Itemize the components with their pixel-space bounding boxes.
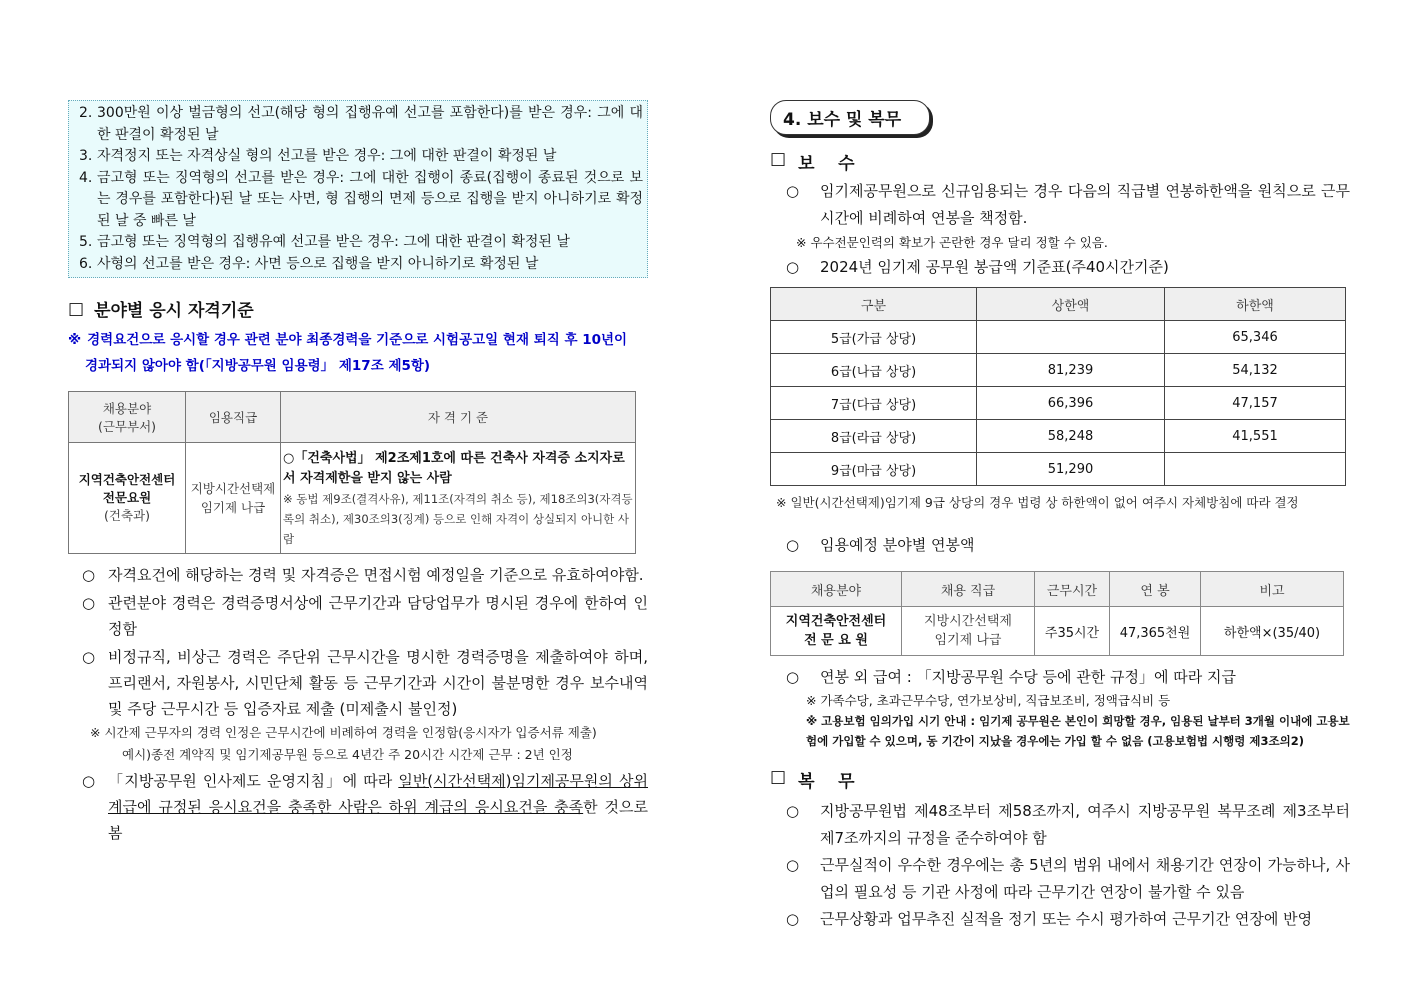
list-item: ○ 「지방공무원 인사제도 운영지침」에 따라 일반(시간선택제)임기제공무원의 상위 계급에 규정된 응시요건을 충족한 사람은 하위 계급의 응시요건을 충족한 것으로 봄 [68,768,648,846]
circle-icon: ○ [786,802,800,820]
pay-note: ※ 우수전문인력의 확보가 곤란한 경우 달리 정할 수 있음. [796,235,1108,250]
circle-icon: ○ [786,856,800,874]
list-item: ○ 지방공무원법 제48조부터 제58조까지, 여주시 지방공무원 복무조례 제3조부터 제7조까지의 규정을 준수하여야 함 [770,798,1350,852]
list-item: ○ 자격요건에 해당하는 경력 및 자격증은 면접시험 예정일을 기준으로 유효하여야함. [68,562,648,588]
table-row: 5급(가급 상당) 65,346 [771,321,1346,354]
list-item: ○ 2024년 임기제 공무원 봉급액 기준표(주40시간기준) [770,254,1350,281]
square-icon: □ [770,149,787,169]
column-header: 근무시간 [1035,572,1110,607]
table-header-row [771,572,1344,607]
column-header: 구분 [771,288,977,321]
column-header: 채용 직급 [902,572,1035,607]
list-item: 2. 300만원 이상 벌금형의 선고(해당 형의 집행유예 선고를 포함한다)를 받은 경우: 그에 대한 판결이 확정된 날 [79,105,643,143]
column-header: 채용분야 (근무부서) [69,392,186,443]
grade-cell: 지방시간선택제 임기제 나급 [186,443,281,554]
field-cell: 지역건축안전센터 전문요원 (건축과) [69,443,186,554]
table-row [69,443,636,554]
circle-icon: ○ [786,182,800,200]
disqualification-list [68,100,648,278]
circle-icon: ○ [82,594,96,612]
circle-icon: ○ [786,668,800,686]
column-header: 상한액 [977,288,1165,321]
table-header-row [771,288,1346,321]
table-row: 8급(라급 상당) 58,248 41,551 [771,420,1346,453]
circle-icon: ○ [786,536,800,554]
criteria-cell: ○「건축사법」 제2조제1호에 따른 건축사 자격증 소지자로서 자격제한을 받지 않는 사람 ※ 동법 제9조(결격사유), 제11조(자격의 취소 등), 제18조의3(자격등록의 취소), 제30조의3(징계) 등으로 인해 자격이 상실되지 아니한 사람 [281,443,636,554]
qualification-table [68,391,636,554]
circle-icon: ○ [786,258,800,276]
parttime-note: ※ 시간제 근무자의 경력 인정은 근무시간에 비례하여 경력을 인정함(응시자가 입증서류 제출) 예시)종전 계약직 및 임기제공무원 등으로 4년간 주 20시간 시간제 근무 : 2년 인정 [90,725,597,762]
list-item: ○ 임기제공무원으로 신규임용되는 경우 다음의 직급별 연봉하한액을 원칙으로 근무시간에 비례하여 연봉을 책정함. [770,178,1350,232]
list-item: ○ 비정규직, 비상근 경력은 주단위 근무시간을 명시한 경력증명을 제출하여야 하며, 프리랜서, 자원봉사, 시민단체 활동 등 근무기간과 시간이 불분명한 경우 보수내역 및 주당 근무시간 등 입증자료 제출 (미제출시 불인정) [68,644,648,722]
section-tag: 4. 보수 및 복무 [770,100,930,135]
circle-icon: ○ [82,772,96,790]
list-item: 3. 자격정지 또는 자격상실 형의 선고를 받은 경우: 그에 대한 판결이 확정된 날 [79,148,557,164]
list-item: ○ 연봉 외 급여 : 「지방공무원 수당 등에 관한 규정」에 따라 지급 [770,664,1350,691]
allowance-note: ※ 가족수당, 초과근무수당, 연가보상비, 직급보조비, 정액급식비 등 [806,693,1171,708]
pay-table-note: ※ 일반(시간선택제)임기제 9급 상당의 경우 법령 상 하한액이 없어 여주시 자체방침에 따라 결정 [776,495,1299,510]
list-item: 6. 사형의 선고를 받은 경우: 사면 등으로 집행을 받지 아니하기로 확정된 날 [79,255,539,272]
table-row: 9급(마급 상당) 51,290 [771,453,1346,486]
column-header: 임용직급 [186,392,281,443]
list-item: ○ 근무상황과 업무추진 실적을 정기 또는 수시 평가하여 근무기간 연장에 반영 [770,906,1350,933]
salary-table [770,571,1344,656]
column-header: 자 격 기 준 [281,392,636,443]
circle-icon: ○ [82,648,96,666]
column-header: 비고 [1201,572,1344,607]
circle-icon: ○ [82,566,96,584]
list-item: ○ 임용예정 분야별 연봉액 [770,532,1350,559]
column-header: 하한액 [1165,288,1346,321]
table-row: 7급(다급 상당) 66,396 47,157 [771,387,1346,420]
table-row: 6급(나급 상당) 81,239 54,132 [771,354,1346,387]
pay-heading: □ 보 수 [770,149,855,174]
square-icon: □ [770,767,787,787]
eligibility-notice: ※ 경력요건으로 응시할 경우 관련 분야 최종경력을 기준으로 시험공고일 현재 퇴직 후 10년이 경과되지 않아야 함(「지방공무원 임용령」 제17조 제5항) [68,332,628,374]
square-icon: □ [68,298,85,319]
duty-heading: □ 복 무 [770,767,855,792]
section-title: 분야별 응시 자격기준 [94,301,254,321]
list-item: ○ 관련분야 경력은 경력증명서상에 근무기간과 담당업무가 명시된 경우에 한하여 인정함 [68,590,648,642]
table-header-row [69,392,636,443]
section-heading [68,296,648,321]
column-header: 연 봉 [1110,572,1201,607]
table-row: 지역건축안전센터 전 문 요 원 지방시간선택제 임기제 나급 주35시간 47,365천원 하한액×(35/40) [771,607,1344,656]
right-column [770,100,1350,933]
pay-scale-table [770,287,1346,486]
column-header: 채용분야 [771,572,902,607]
left-column [68,100,648,846]
notice-mark: ※ [68,332,82,348]
list-item: 5. 금고형 또는 징역형의 집행유예 선고를 받은 경우: 그에 대한 판결이 확정된 날 [79,234,570,250]
list-item: ○ 근무실적이 우수한 경우에는 총 5년의 범위 내에서 채용기간 연장이 가능하나, 사업의 필요성 등 기관 사정에 따라 근무기간 연장이 불가할 수 있음 [770,852,1350,906]
list-item: 4. 금고형 또는 징역형의 선고를 받은 경우: 그에 대한 집행이 종료(집행이 종료된 것으로 보는 경우를 포함한다)된 날 또는 사면, 형 집행의 면제 등으로 집행을 받지 아니하기로 확정된 날 중 빠른 날 [79,169,643,229]
insurance-note: ※ 고용보험 임의가입 시기 안내 : 임기제 공무원은 본인이 희망할 경우, 임용된 날부터 3개월 이내에 고용보험에 가입할 수 있으며, 동 기간이 지났을 경우에는 가입 할 수 없음 (고용보험법 시행령 제3조의2) [806,714,1350,748]
circle-icon: ○ [786,910,800,928]
